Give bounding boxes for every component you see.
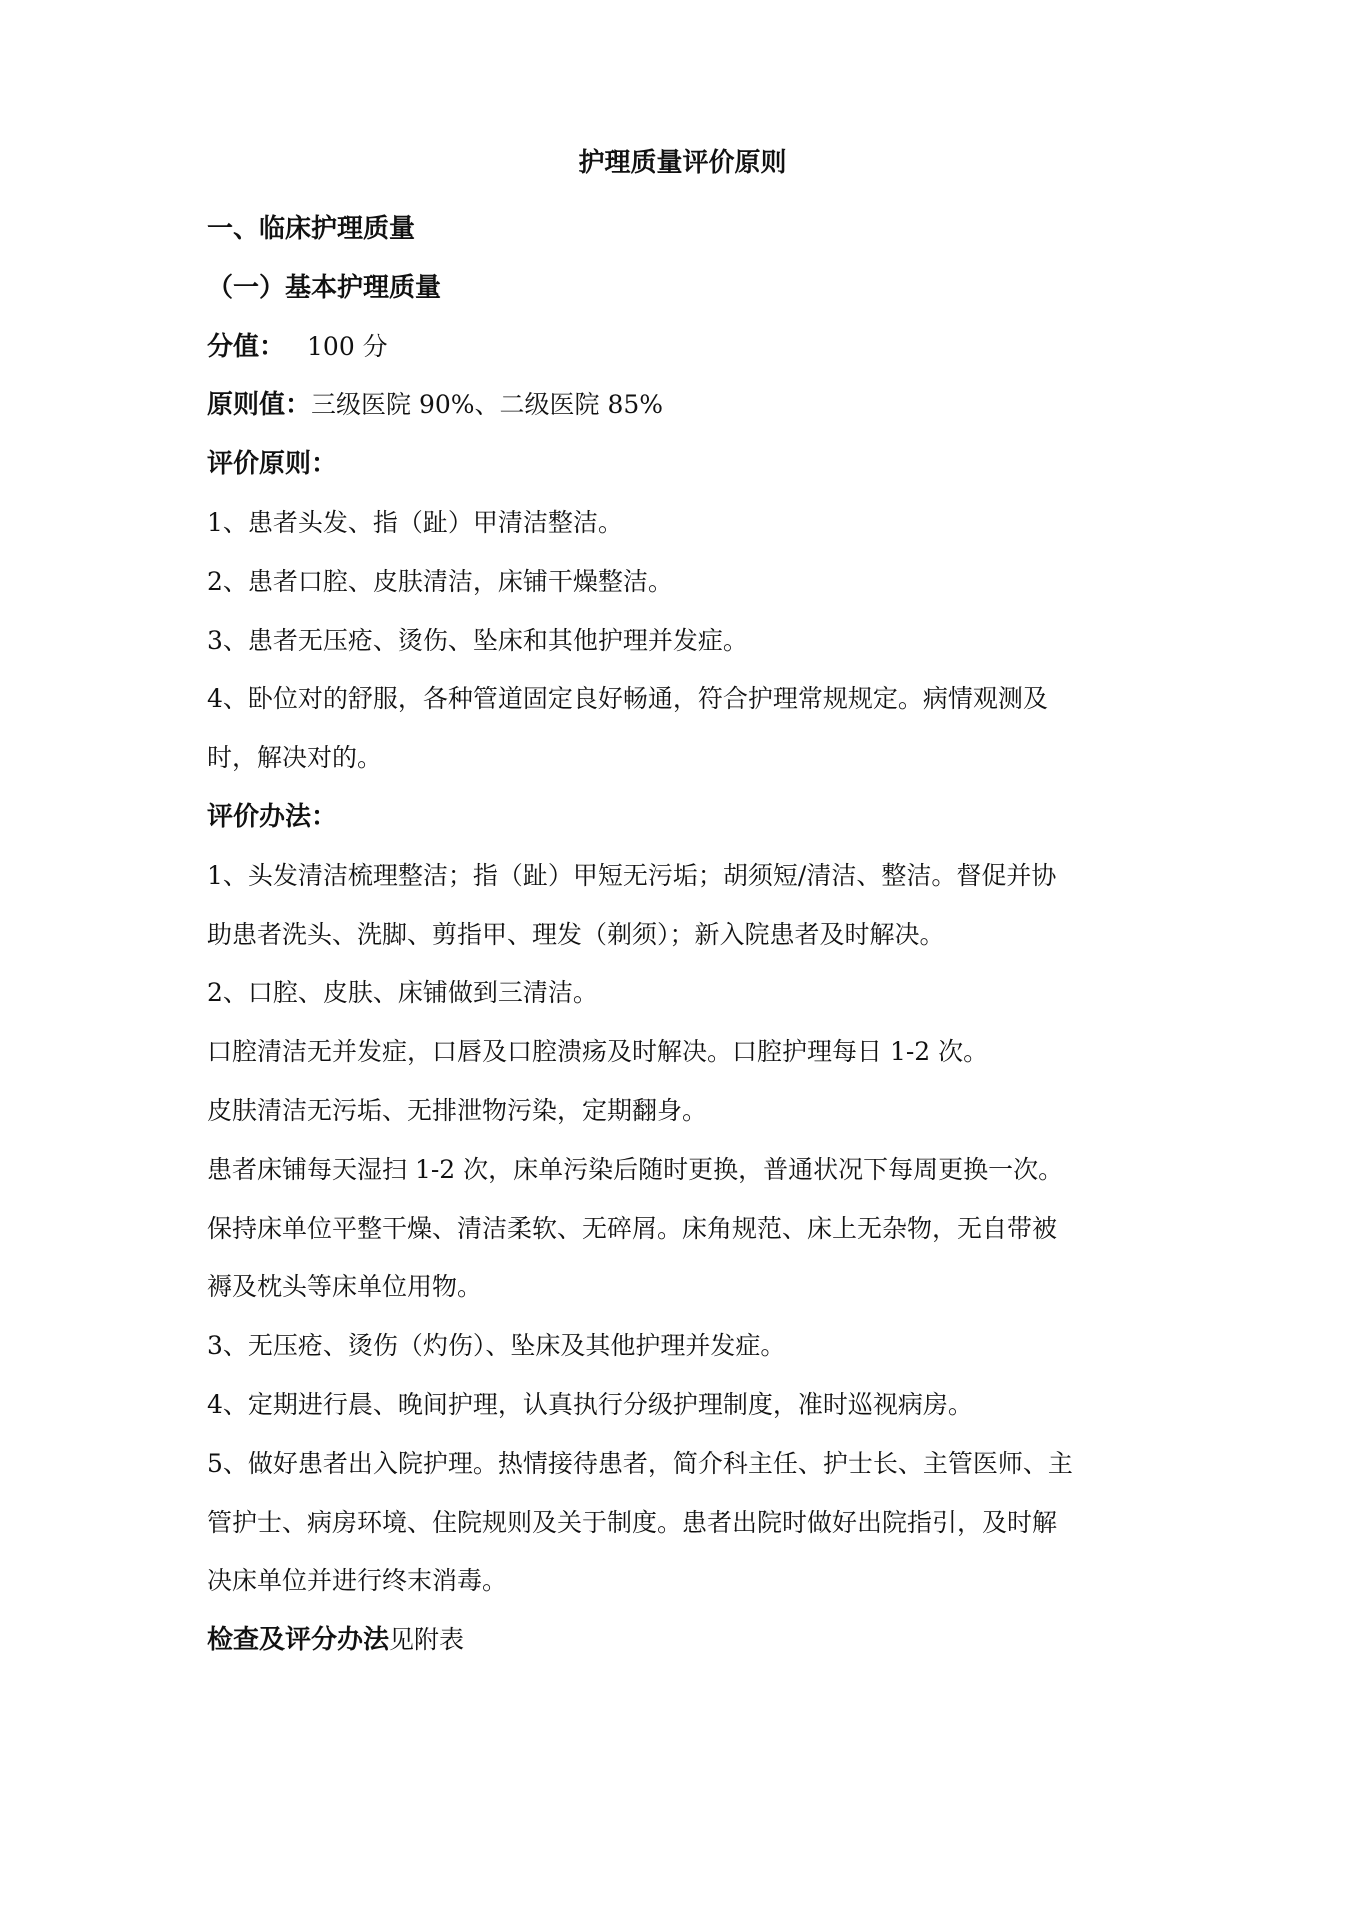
document-body (207, 200, 1177, 1670)
footer-bold: 检查及评分办法 (207, 1625, 390, 1656)
principle-line: 2、患者口腔、皮肤清洁，床铺干燥整洁。 (207, 566, 673, 596)
score-label: 分值： (207, 331, 286, 362)
footer-line (207, 1611, 1177, 1670)
standard-line (207, 376, 1177, 435)
methods-heading: 评价办法： (207, 801, 338, 832)
method-line: 决床单位并进行终末消毒。 (207, 1566, 508, 1596)
method-line: 2、口腔、皮肤、床铺做到三清洁。 (207, 978, 598, 1008)
method-line: 1、头发清洁梳理整洁；指（趾）甲短无污垢；胡须短/清洁、整洁。督促并协 (207, 860, 1057, 890)
method-line: 助患者洗头、洗脚、剪指甲、理发（剃须）；新入院患者及时解决。 (207, 919, 945, 949)
principle-line: 4、卧位对的舒服，各种管道固定良好畅通，符合护理常规规定。病情观测及 (207, 684, 1048, 714)
method-line: 褥及枕头等床单位用物。 (207, 1272, 483, 1302)
method-line: 管护士、病房环境、住院规则及关于制度。患者出院时做好出院指引，及时解 (207, 1507, 1058, 1537)
principles-heading: 评价原则： (207, 449, 338, 480)
standard-label: 原则值： (207, 390, 312, 421)
method-line: 口腔清洁无并发症，口唇及口腔溃疡及时解决。口腔护理每日 1-2 次。 (207, 1037, 989, 1067)
method-line: 保持床单位平整干燥、清洁柔软、无碎屑。床角规范、床上无杂物，无自带被 (207, 1213, 1058, 1243)
score-line (207, 318, 1177, 377)
method-line: 3、无压疮、烫伤（灼伤）、坠床及其他护理并发症。 (207, 1331, 786, 1361)
method-line: 患者床铺每天湿扫 1-2 次，床单污染后随时更换，普通状况下每周更换一次。 (207, 1154, 1064, 1184)
method-line: 5、做好患者出入院护理。热情接待患者，简介科主任、护士长、主管医师、主 (207, 1448, 1073, 1478)
footer-normal: 见附表 (389, 1625, 465, 1655)
document-title: 护理质量评价原则 (578, 148, 787, 178)
score-value: 100 分 (307, 331, 388, 361)
method-line: 皮肤清洁无污垢、无排泄物污染，定期翻身。 (207, 1095, 708, 1125)
principle-line: 时，解决对的。 (207, 743, 383, 773)
method-line: 4、定期进行晨、晚间护理，认真执行分级护理制度，准时巡视病房。 (207, 1389, 973, 1419)
subsection-heading: （一）基本护理质量 (207, 272, 442, 303)
section-heading: 一、临床护理质量 (207, 214, 416, 244)
principle-line: 1、患者头发、指（趾）甲清洁整洁。 (207, 507, 623, 537)
principle-line: 3、患者无压疮、烫伤、坠床和其他护理并发症。 (207, 625, 748, 655)
standard-value: 三级医院 90%、二级医院 85% (311, 390, 664, 420)
